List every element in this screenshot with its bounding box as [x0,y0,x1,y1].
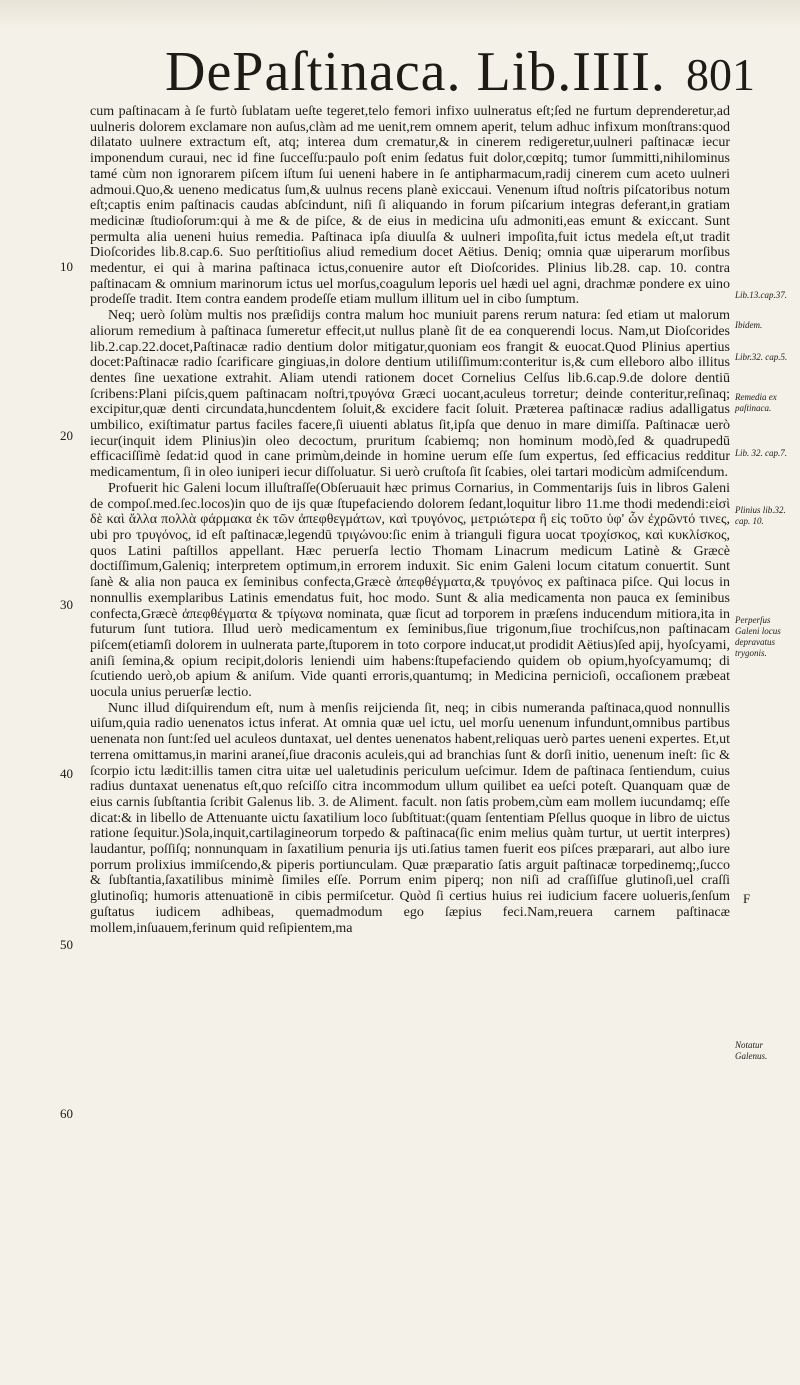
margin-note: Notatur Galenus. [735,1040,768,1061]
paragraph: Nunc illud diſquirendum eſt, num à menſis reijcienda ſit, neq; in cibis numeranda paſtinaca,quod nonnullis uiſum,quia radio uenenatos ictus inferat. At omnia quæ uel ictu, uel morſu uenenum infundunt,omnibus partibus uenenata non ſunt:ſed uel aculeos duntaxat, uel dentes uenenatos habent,reliquas uerò partes ueneni expertes. Et,ut terrena omittamus,in marini araneí,ſiue draconis aculeis,qui ad branchias ſunt & dorſi initio, uenenum ineſt: ſic & ſcorpio ictu lædit:illis tamen citra uitæ uel ualetudinis periculum ueſcimur. Idem de paſtinaca ſentiendum, cuius radius duntaxat uenenatus eſt,quo reſciſſo citra incommodum ullum quilibet ea ueſci poteſt. Quanquam quæ de eius carnis ſubſtantia ſcribit Galenus lib. 3. de Aliment. facult. non ſatis probem,cùm eam mollem iucundamq; eſſe dicat:& in libello de Attenuante uictu ſaxatilium loco ſubſtituat:(quam ſententiam Pſellus quoque in libro de uictus ratione ſequitur.)Sola,inquit,cartilagineorum torpedo & paſtinaca(ſic enim melius quàm turtur, ut uertit interpres) laudantur, poſſiſq; nonnunquam in ſaxatilium penuria ijs uti.ſatius tamen fuerit eos piſces præparari, aut albo iure porrum prolixius immiſcendo,& piperis portiunculam. Quæ præparatio ſatis arguit paſtinacæ torpedinemq;,ſucco & ſubſtantia,ſaxatilibus minimè ſimiles eſſe. Porrum enim piperq; non niſi ad craſſiſſue glutinoſi,uel craſſi glutinoſiq; humoris attenuationē in cibis permiſcetur. Quòd ſi certius huius rei iudicium facere uolueris,ſenſum guſtatus iudicem adhibeas, quemadmodum ego ſæpius feci.Nam,reuera carnem paſtinacæ mollem,inſuauem,ferinum quid reſipientem,ma [90,700,730,936]
line-number: 50 [60,937,73,952]
paragraph: cum paſtinacam à ſe furtò ſublatam ueſte tegeret,telo femori infixo uulneratus eſt;ſed ne furtum deprenderetur,ad uulneris dolorem exclamare non auſus,clàm ad me uenit,rem omnem aperit, telum adhuc infixum monſtrans:quod dilatato uulnere extractum eſt, atq; interea dum crematur,& in cinerem redigeretur,uulneri paſtinacæ iecur imponendum curaui, nec id fine ſucceſſu:paulo poſt enim ſedatus fuit dolor,cœpitq; tumor ſummitti,nihilominus tamé cùm non ignorarem piſcem iſtum ſui ueneni habere in ſe antipharmacum,radij cinerem cum aceto uulneri admoui.Quo,& ueneno medicatus ſum,& uulnus recens planè exiccaui. Venenum iſtud noſtris piſcatoribus notum eſt;captis enim paſtinacis caudas abſcindunt, niſi ſi aliquando in forum piſcarium integras deferant,in gratiam medicinæ ſtudioſorum:qui à me & de piſce, & de eius in medicina uſu admoniti,eas emunt & exiccant. Sunt permulta alia ueneni huius remedia. Paſtinaca ipſa diuulſa & uulneri impoſita,fuit ictus medela eſt,ut tradit Dioſcorides lib.8.cap.6. Suo perſtitioſius aliud remedium docet Aëtius. Deniq; omnia quæ uiperarum morſibus medentur, ei qui à marina paſtinaca ictus,conuenire autor eſt Dioſcorides. Plinius lib.28. cap. 10. contra paſtinacam & omnium marinorum ictus uel morſus,coagulum leporis uel hædi uel agni, drachmæ pondere ex uino prodeſſe tradit. Item contra eandem prodeſſe etiam mullum illitum uel in cibo ſumptum. [90,104,730,308]
margin-note: Perperſus Galeni locus depravatus trygonis. [735,615,781,658]
margin-note: Ibidem. [735,320,763,330]
running-head [165,40,755,110]
margin-note: Plinius lib.32. cap. 10. [735,505,786,526]
page-shadow [0,0,800,30]
folio-number: 801 [686,49,755,100]
margin-note: Remedia ex paſtinaca. [735,392,777,413]
line-number: 10 [60,259,73,274]
running-title: DePaſtinaca. Lib.IIII. [165,41,666,103]
paragraph: Profuerit hic Galeni locum illuſtraſſe(Obſeruauit hæc primus Cornarius, in Commentarijs ſuis in libros Galeni de compoſ.med.ſec.locos)in quo de ijs quæ ſtupefaciendo dolorem ſedant,loquitur libro 11.me thodi medendi:εἰσὶ δὲ καὶ ἄλλα πολλὰ φάρμακα ἐκ τῶν ἀπεφθεγμάτων, καὶ τρυγόνος, μετριώτερα ἢ εἰς τοῦτο ὑφ' ὧν ἐχρῶντό τινες, ubi pro τρυγόνος, id eſt paſtinacæ,legendū τριγώνου:ſic enim à trianguli figura uocat τροχίσκος, καὶ κυκλίσκος, quos Latini paſtillos appellant. Hæc peruerſa lectio Thomam Linacrum medicum Latinè & Græcè doctiſſimum,Galeniq; interpretem optimum,in errorem induxit. Sic enim Galeni locum citatum conuertit. Sunt ſanè & alia non pauca ex ſeminibus confecta,Græcè ἀπεφθέγματα,& τρυγόνος ex paſtinaca piſce. Qui locus in nonnullis exemplaribus Latinis emendatus fuit, hoc modo. Sunt & alia medicamenta non pauca ex ſeminibus confecta,Græcè ἀπεφθέγματα & τρίγωνα nominata, quæ ſicut ad torporem in præſens inducendum mitiora,ita in futurum ſunt tutiora. Illud uerò medicamentum ex ſeminibus,ſiue trigonum,ſiue trochiſcus,non paſtinacam piſcem(etiamſi dolorem in uulnerata parte,ſtuporem in toto corpore inducat,ut prodidit Aëtius)ſed apij, hyoſcyami, aniſi ſemina,& opium recipit,doloris leniendi uim habens:ſtupefaciendo quidem ob opium,hyoſcyamumq; di ſcutiendo uerò,ob apium & aniſum. Vide quanti erroris,quantumq; in Medicina pernicioſi, occaſionem præbeat uocula unius peruerſæ lectio. [90,480,730,701]
line-number: 60 [60,1106,73,1121]
margin-note: Lib. 32. cap.7. [735,448,788,458]
line-number: 30 [60,597,73,612]
margin-note: Libr.32. cap.5. [735,352,788,362]
margin-signature-mark: F [743,891,751,906]
line-number: 20 [60,428,73,443]
line-number: 40 [60,766,73,781]
main-text [90,104,730,936]
paragraph: Neq; uerò ſolùm multis nos præſidijs contra malum hoc muniuit parens rerum natura: ſed etiam ut malorum aliorum remedium à paſtinaca ſumeretur effecit,ut nullus planè ſit de ea conquerendi locus. Nam,ut Dioſcorides lib.2.cap.22.docet,Paſtinacæ radio dentium dolor mitigatur,quoniam eos frangit & euocat.Quod Plinius apertius docet:Paſtinacæ radio ſcarificare gingiuas,in dolore dentium utiliſſimum:conteritur is,& cum elleboro albo illitus dentes ſine uexatione extrahit. Aliam utendi rationem docet Cornelius Celſus lib.6.cap.9.de dolore dentiū ſcribens:Plani piſcis,quem paſtinacam noſtri,τρυγόνα Græci uocant,aculeus torretur; deinde conteritur,reſinaq; excipitur,quæ denti circundata,huncdentem ſoluit,& excidere facit ſoluit. Præterea paſtinacæ radius adalligatus umbilico, exiſtimatur partus faciles facere,ſi uiuenti ablatus ſit,ipſa que denuo in mare dimiſſa. Paſtinacæ uerò iecur(inquit idem Plinius)in oleo decoctum, pruritum ſcabiemq; non hominum modò,ſed & quadrupedū efficaciſſimè ſedat:id quod in cane primùm,deinde in homine uerum eſſe ſum expertus, ſed efficacius redditur medicamentum, ſi in oleo iuniperi iecur diſſoluatur. Si uerò cruſtoſa ſit ſcabies, olei tartari modicùm admiſcendum. [90,308,730,481]
margin-note: Lib.13.cap.37. [735,290,788,300]
